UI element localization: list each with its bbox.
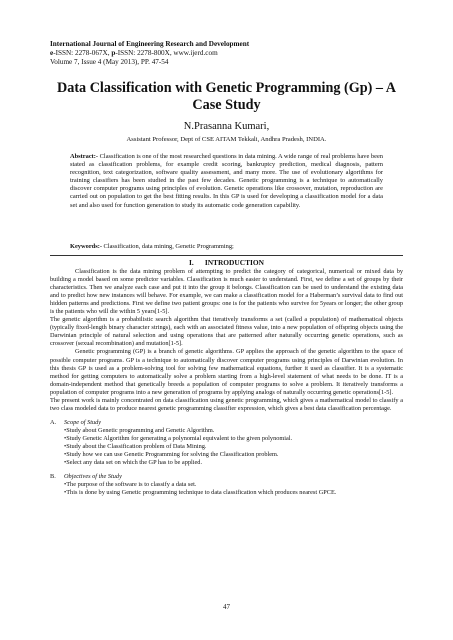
list-item: •Study how we can use Genetic Programming for solving the Classification problem. bbox=[64, 451, 279, 459]
journal-name: International Journal of Engineering Research and Development bbox=[50, 40, 250, 48]
author-affiliation: Assistant Professor, Dept of CSE AITAM Tekkali, Andhra Pradesh, INDIA. bbox=[126, 136, 327, 143]
page-number: 47 bbox=[223, 603, 230, 611]
list-item: •The purpose of the software is to classify a data set. bbox=[64, 481, 197, 489]
subsection-heading-objectives: B. Objectives of the Study bbox=[50, 473, 122, 481]
list-item: •Study about the Classification problem of Data Mining. bbox=[64, 442, 207, 450]
paragraph: Genetic programming (GP) is a branch of genetic algorithms. GP applies the approach of the genetic algorithm to the space of possible computer programs. GP is a technique to automatically discover computer programs using principles of Darwinian evolution. In this thesis GP is used as a problem-solving tool for solving few mathematical equations, further it used as classifier. It is a systematic method for getting computers to automatically solve a problem starting from a high-level statement of what needs to be done. IT is a domain-independent method that genetically breeds a population of computer programs to solve a problem. It iteratively transforms a population of computer programs into a new generation of programs by applying analogs of naturally occurring genetic operations[1-5]. bbox=[50, 348, 403, 396]
journal-header bbox=[50, 40, 249, 67]
subsection-heading-scope: A. Scope of Study bbox=[50, 418, 102, 426]
objectives-list bbox=[64, 481, 403, 497]
list-item: •This is done by using Genetic programming technique to data classification which produces nearest GPCE. bbox=[64, 489, 337, 497]
issn-line: e-ISSN: 2278-067X, p-ISSN: 2278-800X, www.ijerd.com bbox=[50, 49, 218, 57]
list-item: •Study about Genetic programming and Genetic Algorithm. bbox=[64, 426, 215, 434]
section-divider bbox=[50, 255, 403, 256]
section-heading-introduction: I. INTRODUCTION bbox=[189, 258, 264, 267]
list-item: •Select any data set on which the GP has to be applied. bbox=[64, 459, 203, 467]
paper-title: Data Classification with Genetic Programming (Gp) – A Case Study bbox=[56, 80, 397, 113]
author-name: N.Prasanna Kumari, bbox=[183, 121, 270, 132]
keywords bbox=[70, 243, 383, 250]
abstract bbox=[70, 153, 383, 210]
list-item: •Study Genetic Algorithm for generating a polynomial equivalent to the given polynomial. bbox=[64, 434, 293, 442]
introduction-body bbox=[50, 268, 403, 497]
paragraph: The present work is mainly concentrated on data classification using genetic programming, which gives a mathematical model to classify a two class modeled data to produce nearest genetic programming classifier expression, which gives a best data classification percentage. bbox=[50, 396, 403, 412]
keywords-label: Keywords:- bbox=[70, 243, 102, 250]
paragraph: Classification is the data mining problem of attempting to predict the category of categorical, numerical or mixed data by building a model based on some predictor variables. Classification is much easier to understand. First, we define a set of groups by their characteristics. Then we analyze each case and put it into the group it belongs. Classification can be used to understand the existing data and to predict how new instances will behave. For example, we can make a classification model for a Haberman’s survival data to find out hidden patterns and predictions. First we define two patient groups: one is for the patients who survive for 5years or longer; the other group is the patients who will die within 5 years[1-5]. bbox=[50, 268, 403, 316]
scope-list bbox=[64, 427, 403, 467]
volume-line: Volume 7, Issue 4 (May 2013), PP. 47-54 bbox=[50, 58, 169, 66]
abstract-label: Abstract:- bbox=[70, 153, 99, 160]
keywords-text: Classification, data mining, Genetic Programming; bbox=[101, 243, 234, 250]
abstract-text: Classification is one of the most researched questions in data mining. A wide range of real problems have been stated as classification problems, for example credit scoring, bankruptcy prediction, medical diagnosis, pattern recognition, text categorization, software quality assessment, and many more. The use of evolutionary algorithms for training classifiers has been studied in the past few decades. Genetic programming is a technique to automatically discover computer programs using principles of evolution. Genetic operations like crossover, mutation, reproduction are carried out on population to get the best fitting results. In this GP is used for developing a classification model for a data set and also used for function generation to study its automatic code generation capability. bbox=[70, 153, 383, 209]
paragraph: The genetic algorithm is a probabilistic search algorithm that iteratively transforms a set (called a population) of mathematical objects (typically fixed-length binary character strings), each with an associated fitness value, into a new population of offspring objects using the Darwinian principle of natural selection and using operations that are patterned after naturally occurring genetic operations, such as crossover (sexual recombination) and mutation[1-5]. bbox=[50, 316, 403, 348]
